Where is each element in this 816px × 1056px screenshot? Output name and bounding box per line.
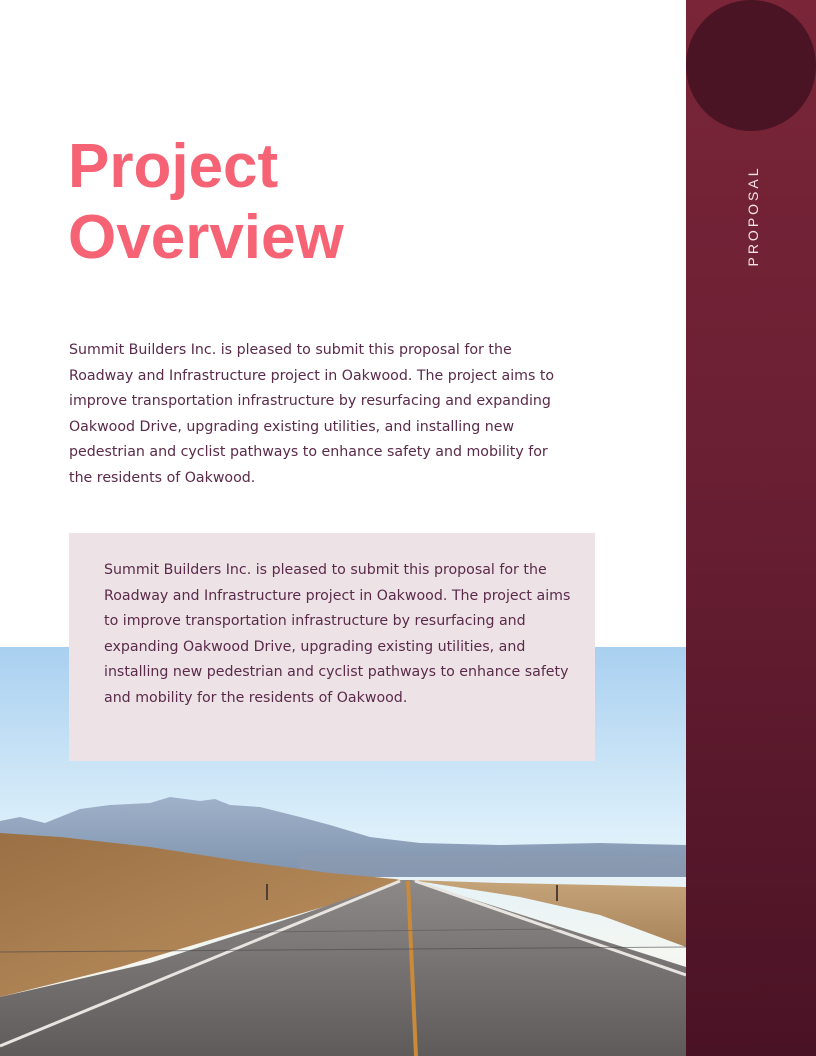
proposal-sidebar <box>686 0 816 1056</box>
callout-paragraph: Summit Builders Inc. is pleased to submit this proposal for the Roadway and Infrastructure project in Oakwood. The project aims to improve transportation infrastructure by resurfacing and expanding Oakwood Drive, upgrading existing utilities, and installing new pedestrian and cyclist pathways to enhance safety and mobility for the residents of Oakwood. <box>104 562 571 706</box>
title-line-1: Project <box>68 132 279 201</box>
title-line-2: Overview <box>68 203 344 272</box>
callout-box <box>69 533 595 761</box>
intro-paragraph: Summit Builders Inc. is pleased to submit this proposal for the Roadway and Infrastructure project in Oakwood. The project aims to improve transportation infrastructure by resurfacing and expanding Oakwood Drive, upgrading existing utilities, and installing new pedestrian and cyclist pathways to enhance safety and mobility for the residents of Oakwood. <box>69 342 555 486</box>
sidebar-label: PROPOSAL <box>745 165 761 267</box>
page-title <box>68 131 488 273</box>
decorative-circle <box>686 0 816 131</box>
